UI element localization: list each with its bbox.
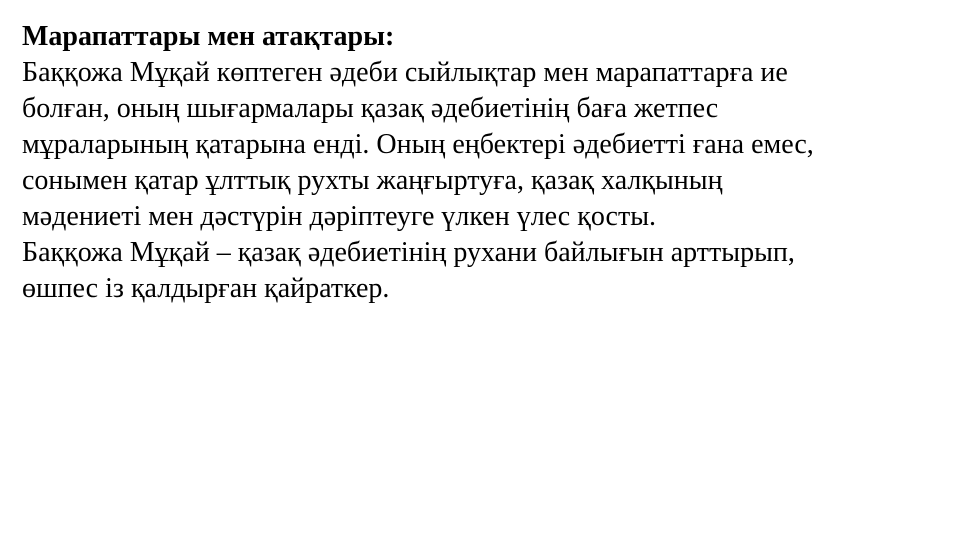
slide-body-line: сонымен қатар ұлттық рухты жаңғыртуға, қазақ халқының [22, 165, 723, 196]
slide-body-line: Баққожа Мұқай көптеген әдеби сыйлықтар мен марапаттарға ие [22, 57, 788, 88]
slide-body-line: болған, оның шығармалары қазақ әдебиетінің баға жетпес [22, 93, 719, 124]
slide-body-line: мәдениеті мен дәстүрін дәріптеуге үлкен үлес қосты. [22, 201, 657, 232]
slide-body-line: өшпес із қалдырған қайраткер. [22, 273, 390, 304]
slide-body-line: Баққожа Мұқай – қазақ әдебиетінің рухани байлығын арттырып, [22, 237, 795, 268]
slide-body-line: мұраларының қатарына енді. Оның еңбектері әдебиетті ғана емес, [22, 129, 814, 160]
slide-heading: Марапаттары мен атақтары: [22, 21, 395, 52]
